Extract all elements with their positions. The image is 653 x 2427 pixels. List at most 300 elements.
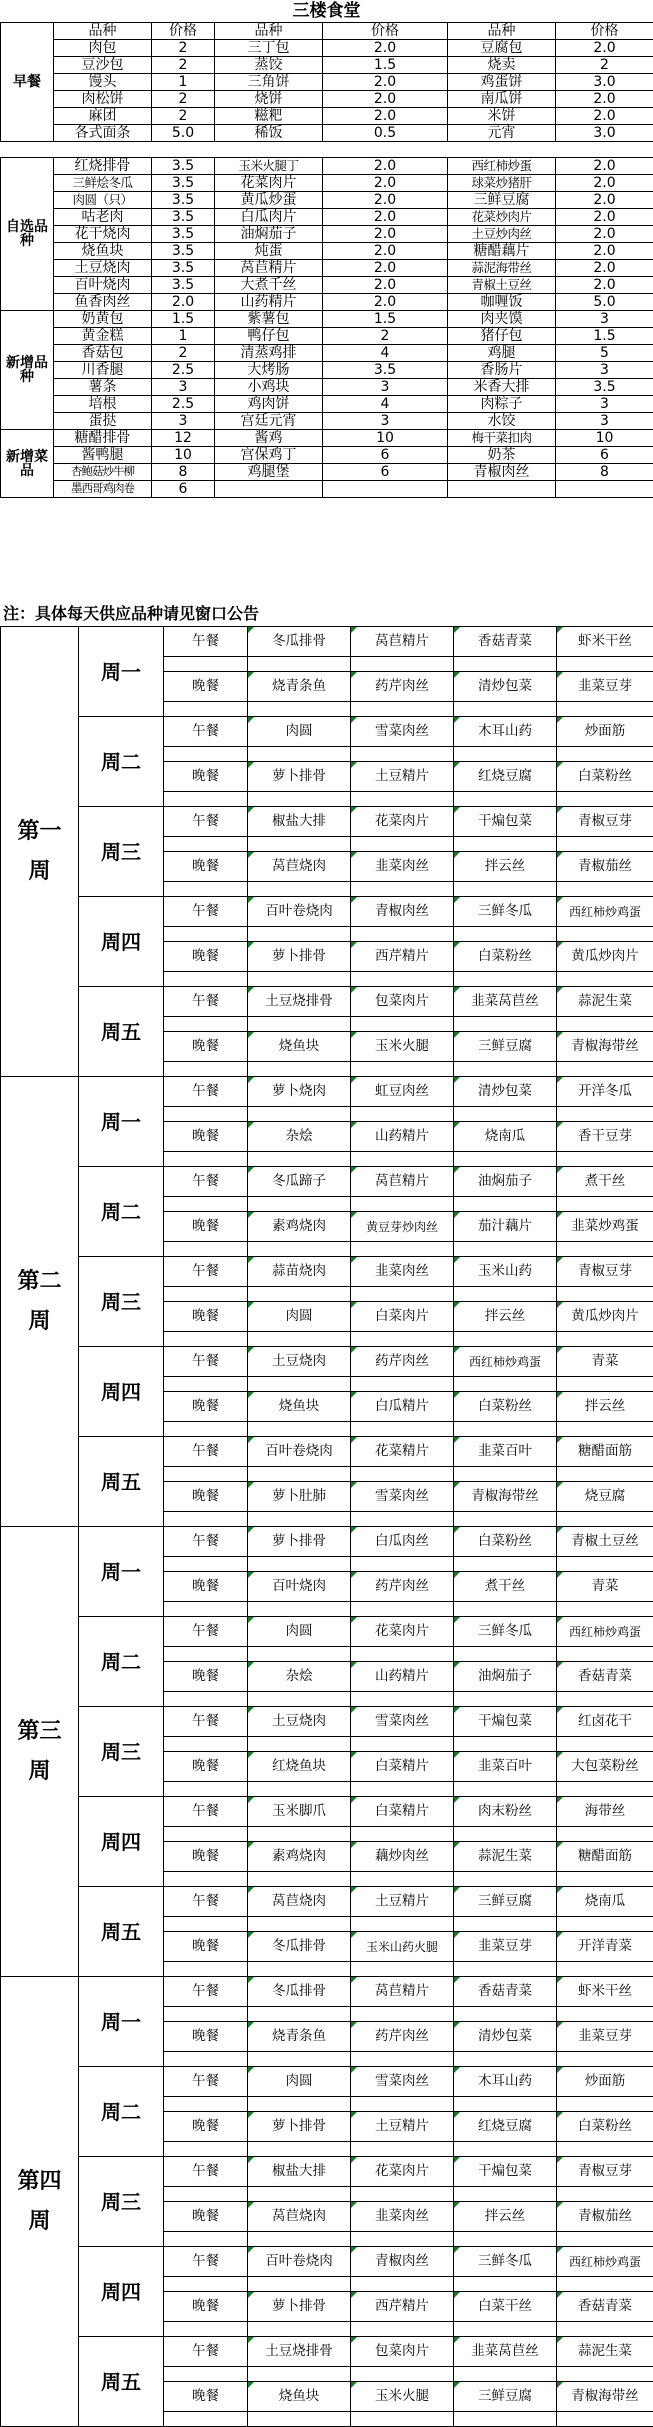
dish-cell [557, 1797, 653, 1827]
item-name-3: 水饺 [448, 413, 556, 430]
comment-marker-icon [248, 1032, 254, 1038]
dish-cell [557, 2022, 653, 2052]
dish-name: 烧鱼块 [279, 2388, 320, 2404]
spacer-cell [351, 1017, 454, 1032]
item-price-2: 2.0 [323, 40, 448, 57]
menu-row [1, 91, 653, 108]
dish-name: 土豆烧排骨 [265, 993, 333, 1009]
dish-name: 莴苣精片 [375, 1173, 429, 1189]
spacer-cell [164, 1872, 248, 1887]
dish-name: 西红柿炒鸡蛋 [569, 905, 641, 919]
price-table-header [1, 23, 653, 40]
dish-cell [557, 1392, 653, 1422]
dish-cell [454, 2022, 557, 2052]
section-label: 早餐 [1, 23, 54, 142]
spacer-cell [454, 1602, 557, 1617]
spacer-cell [248, 1692, 351, 1707]
item-price-1: 2.0 [152, 294, 215, 311]
item-name-2: 三丁包 [215, 40, 323, 57]
dish-name: 百叶卷烧肉 [265, 903, 333, 919]
comment-marker-icon [351, 1167, 357, 1173]
comment-marker-icon [351, 2292, 357, 2298]
comment-marker-icon [454, 672, 460, 678]
lunch-label: 午餐 [164, 717, 248, 747]
comment-marker-icon [557, 717, 563, 723]
dish-name: 烧青条鱼 [272, 2028, 326, 2044]
comment-marker-icon [351, 1842, 357, 1848]
comment-marker-icon [351, 2022, 357, 2028]
item-price-3: 2.0 [556, 175, 653, 192]
item-price-3: 2.0 [556, 243, 653, 260]
comment-marker-icon [557, 852, 563, 858]
item-name-2: 大烤肠 [215, 362, 323, 379]
comment-marker-icon [248, 2337, 254, 2343]
dish-name: 椒盐大排 [272, 813, 326, 829]
spacer-cell [164, 1917, 248, 1932]
comment-marker-icon [454, 1932, 460, 1938]
spacer-cell [164, 1602, 248, 1617]
item-name-2: 宫保鸡丁 [215, 447, 323, 464]
spacer-cell [248, 1152, 351, 1167]
menu-row [1, 158, 653, 175]
dish-name: 素鸡烧肉 [272, 1848, 326, 1864]
comment-marker-icon [454, 1662, 460, 1668]
dish-name: 韭菜肉丝 [375, 858, 429, 874]
item-name-3: 青椒肉丝 [448, 464, 556, 481]
meal-row [1, 1167, 653, 1182]
dish-cell [248, 1662, 351, 1692]
item-name-1: 糖醋排骨 [54, 430, 152, 447]
meal-row [1, 717, 653, 732]
dish-cell [454, 1167, 557, 1197]
spacer-cell [557, 2097, 653, 2112]
spacer-cell [454, 2232, 557, 2247]
comment-marker-icon [454, 2112, 460, 2118]
dish-name: 烧南瓜 [585, 1893, 626, 1909]
spacer-cell [164, 1422, 248, 1437]
comment-marker-icon [454, 1122, 460, 1128]
spacer-cell [164, 2052, 248, 2067]
item-price-3: 10 [556, 430, 653, 447]
meal-row [1, 1077, 653, 1092]
dish-cell [454, 2112, 557, 2142]
item-name-3: 西红柿炒蛋 [448, 158, 556, 175]
dish-name: 山药精片 [375, 1128, 429, 1144]
spacer-cell [351, 2277, 454, 2292]
comment-marker-icon [557, 2292, 563, 2298]
spacer-cell [248, 747, 351, 762]
menu-row [1, 328, 653, 345]
dish-cell [454, 1392, 557, 1422]
item-price-2: 0.5 [323, 125, 448, 142]
lunch-label: 午餐 [164, 1707, 248, 1737]
spacer-cell [351, 1782, 454, 1797]
item-price-3: 2.0 [556, 40, 653, 57]
item-name-2: 炖蛋 [215, 243, 323, 260]
week-label: 第三周 [1, 1527, 79, 1977]
dish-name: 百叶卷烧肉 [265, 1443, 333, 1459]
spacer-cell [164, 1242, 248, 1257]
spacer-cell [351, 1287, 454, 1302]
dish-cell [557, 1842, 653, 1872]
comment-marker-icon [248, 2382, 254, 2388]
comment-marker-icon [557, 2202, 563, 2208]
dish-name: 红烧豆腐 [478, 2118, 532, 2134]
comment-marker-icon [557, 2247, 563, 2253]
comment-marker-icon [351, 1122, 357, 1128]
item-price-3: 3.0 [556, 125, 653, 142]
item-price-3: 2.0 [556, 91, 653, 108]
item-price-1: 3.5 [152, 209, 215, 226]
dish-name: 拌云丝 [485, 2208, 526, 2224]
dish-cell [454, 1752, 557, 1782]
menu-row [1, 447, 653, 464]
spacer-cell [351, 1872, 454, 1887]
dish-cell [248, 897, 351, 927]
week-label: 第一周 [1, 627, 79, 1077]
spacer-cell [454, 2367, 557, 2382]
menu-row [1, 108, 653, 125]
dish-name: 雪菜肉丝 [375, 723, 429, 739]
dish-cell [351, 1797, 454, 1827]
dish-cell [557, 1347, 653, 1377]
dish-cell [454, 1572, 557, 1602]
item-name-2: 糍粑 [215, 108, 323, 125]
spacer-cell [351, 792, 454, 807]
comment-marker-icon [454, 1797, 460, 1803]
item-price-2: 2.0 [323, 74, 448, 91]
dish-cell [557, 2337, 653, 2367]
item-price-3: 2.0 [556, 260, 653, 277]
dish-cell [557, 1752, 653, 1782]
item-name-1: 三鲜烩冬瓜 [54, 175, 152, 192]
dish-cell [248, 672, 351, 702]
comment-marker-icon [454, 1437, 460, 1443]
dish-name: 萝卜排骨 [272, 1533, 326, 1549]
item-price-1: 3.5 [152, 226, 215, 243]
dish-cell [454, 627, 557, 657]
comment-marker-icon [351, 1077, 357, 1083]
lunch-label: 午餐 [164, 1527, 248, 1557]
dish-name: 木耳山药 [478, 2073, 532, 2089]
dish-name: 韭菜豆芽 [578, 2028, 632, 2044]
spacer-cell [351, 1422, 454, 1437]
spacer-cell [164, 1107, 248, 1122]
comment-marker-icon [454, 1752, 460, 1758]
item-name-2: 鸡肉饼 [215, 396, 323, 413]
dinner-label: 晚餐 [164, 2292, 248, 2322]
dish-cell [351, 2067, 454, 2097]
item-price-1: 1 [152, 74, 215, 91]
dish-cell [351, 2202, 454, 2232]
dish-name: 韭菜莴苣丝 [471, 2343, 539, 2359]
spacer-cell [557, 1287, 653, 1302]
dinner-label: 晚餐 [164, 1212, 248, 1242]
dish-cell [454, 942, 557, 972]
item-price-1: 2 [152, 91, 215, 108]
spacer-cell [454, 792, 557, 807]
dish-name: 青菜 [592, 1353, 619, 1369]
item-name-3: 米香大排 [448, 379, 556, 396]
dish-cell [557, 2202, 653, 2232]
item-price-2: 2.0 [323, 175, 448, 192]
dinner-label: 晚餐 [164, 762, 248, 792]
header-name-2: 品种 [215, 23, 323, 40]
dish-name: 干煸包菜 [478, 813, 532, 829]
item-price-1: 2.5 [152, 396, 215, 413]
dish-cell [248, 1527, 351, 1557]
comment-marker-icon [557, 1212, 563, 1218]
comment-marker-icon [557, 1122, 563, 1128]
dish-name: 萝卜烧肉 [272, 1083, 326, 1099]
comment-marker-icon [454, 1707, 460, 1713]
item-name-3: 豆腐包 [448, 40, 556, 57]
comment-marker-icon [557, 1302, 563, 1308]
dish-name: 冬瓜蹄子 [272, 1173, 326, 1189]
meal-row [1, 1437, 653, 1452]
spacer-cell [454, 1107, 557, 1122]
dish-cell [248, 717, 351, 747]
item-price-2: 3 [323, 379, 448, 396]
dish-name: 三鲜豆腐 [478, 1038, 532, 1054]
item-price-1: 3 [152, 379, 215, 396]
spacer-cell [557, 927, 653, 942]
item-name-2: 鸡腿堡 [215, 464, 323, 481]
comment-marker-icon [351, 1977, 357, 1983]
comment-marker-icon [454, 1572, 460, 1578]
day-label: 周三 [79, 1257, 164, 1347]
dish-cell [248, 1797, 351, 1827]
lunch-label: 午餐 [164, 2247, 248, 2277]
dish-cell [557, 1257, 653, 1287]
comment-marker-icon [248, 1662, 254, 1668]
comment-marker-icon [557, 1842, 563, 1848]
day-label: 周三 [79, 807, 164, 897]
spacer-cell [164, 972, 248, 987]
dish-name: 油焖茄子 [478, 1173, 532, 1189]
menu-row [1, 260, 653, 277]
dish-cell [351, 1617, 454, 1647]
dish-name: 韭菜炒鸡蛋 [571, 1218, 639, 1234]
item-name-3: 土豆炒肉丝 [448, 226, 556, 243]
menu-row [1, 396, 653, 413]
item-name-1: 香菇包 [54, 345, 152, 362]
spacer-cell [164, 837, 248, 852]
meal-row [1, 2157, 653, 2172]
dish-cell [351, 2247, 454, 2277]
spacer-cell [351, 2187, 454, 2202]
dish-name: 开洋冬瓜 [578, 1083, 632, 1099]
comment-marker-icon [248, 1392, 254, 1398]
dish-cell [557, 852, 653, 882]
comment-marker-icon [351, 1617, 357, 1623]
dish-name: 西红柿炒鸡蛋 [569, 2255, 641, 2269]
item-name-1: 奶黄包 [54, 311, 152, 328]
dinner-label: 晚餐 [164, 1482, 248, 1512]
spacer-cell [248, 2232, 351, 2247]
comment-marker-icon [351, 2247, 357, 2253]
meal-row [1, 627, 653, 642]
spacer-cell [248, 972, 351, 987]
dish-cell [248, 1437, 351, 1467]
dish-cell [248, 2112, 351, 2142]
spacer-cell [248, 927, 351, 942]
dish-cell [557, 1212, 653, 1242]
section-label: 新增品种 [1, 311, 54, 430]
item-price-1: 3.5 [152, 260, 215, 277]
comment-marker-icon [454, 1527, 460, 1533]
item-name-3: 花菜炒肉片 [448, 209, 556, 226]
comment-marker-icon [351, 2337, 357, 2343]
item-name-3: 青椒土豆丝 [448, 277, 556, 294]
item-price-3: 3.5 [556, 379, 653, 396]
dish-name: 黄瓜炒肉片 [571, 1308, 639, 1324]
dish-cell [454, 1482, 557, 1512]
day-label: 周四 [79, 2247, 164, 2337]
comment-marker-icon [248, 1302, 254, 1308]
item-name-2 [215, 481, 323, 498]
item-name-3: 梅干菜扣肉 [448, 430, 556, 447]
dish-cell [248, 2067, 351, 2097]
dish-cell [557, 1482, 653, 1512]
dish-cell [351, 672, 454, 702]
dish-name: 白瓜肉丝 [375, 1533, 429, 1549]
lunch-label: 午餐 [164, 1167, 248, 1197]
comment-marker-icon [248, 1707, 254, 1713]
dish-cell [248, 2337, 351, 2367]
dinner-label: 晚餐 [164, 1842, 248, 1872]
comment-marker-icon [454, 1617, 460, 1623]
dish-cell [454, 1077, 557, 1107]
spacer-cell [454, 2187, 557, 2202]
dish-name: 茄汁藕片 [478, 1218, 532, 1234]
dish-name: 肉圆 [286, 1623, 313, 1639]
dish-name: 香菇青菜 [578, 2298, 632, 2314]
dish-name: 土豆烧肉 [272, 1713, 326, 1729]
comment-marker-icon [351, 2112, 357, 2118]
item-name-1: 馒头 [54, 74, 152, 91]
spacer-cell [557, 2187, 653, 2202]
spacer-cell [164, 1962, 248, 1977]
spacer-cell [164, 657, 248, 672]
item-name-2: 酱鸡 [215, 430, 323, 447]
item-name-2: 紫薯包 [215, 311, 323, 328]
meal-row [1, 2247, 653, 2262]
item-price-1: 6 [152, 481, 215, 498]
spacer-cell [248, 1062, 351, 1077]
dish-cell [454, 1977, 557, 2007]
spacer-cell [454, 2142, 557, 2157]
item-name-1: 红烧排骨 [54, 158, 152, 175]
dish-cell [351, 1977, 454, 2007]
spacer-cell [557, 1647, 653, 1662]
comment-marker-icon [557, 1527, 563, 1533]
dish-cell [351, 1302, 454, 1332]
comment-marker-icon [248, 1932, 254, 1938]
lunch-label: 午餐 [164, 1437, 248, 1467]
lunch-label: 午餐 [164, 807, 248, 837]
item-price-2: 2.0 [323, 91, 448, 108]
dish-cell [248, 2292, 351, 2322]
dish-cell [351, 2112, 454, 2142]
lunch-label: 午餐 [164, 627, 248, 657]
dish-name: 香菇青菜 [578, 1668, 632, 1684]
dish-name: 药芹肉丝 [375, 1353, 429, 1369]
comment-marker-icon [454, 807, 460, 813]
comment-marker-icon [351, 897, 357, 903]
item-price-2: 2.0 [323, 192, 448, 209]
item-price-3: 3 [556, 311, 653, 328]
day-label: 周五 [79, 1887, 164, 1977]
dish-cell [248, 852, 351, 882]
spacer-cell [164, 2187, 248, 2202]
dish-cell [557, 1437, 653, 1467]
comment-marker-icon [248, 1752, 254, 1758]
item-name-1: 薯条 [54, 379, 152, 396]
dish-name: 大包菜粉丝 [571, 1758, 639, 1774]
dish-name: 药芹肉丝 [375, 2028, 429, 2044]
comment-marker-icon [454, 2337, 460, 2343]
comment-marker-icon [557, 1797, 563, 1803]
dish-name: 青椒肉丝 [375, 2253, 429, 2269]
item-name-3: 三鲜豆腐 [448, 192, 556, 209]
item-name-3: 烧卖 [448, 57, 556, 74]
comment-marker-icon [557, 762, 563, 768]
spacer-cell [164, 1017, 248, 1032]
comment-marker-icon [557, 897, 563, 903]
item-price-1: 2 [152, 108, 215, 125]
comment-marker-icon [248, 1257, 254, 1263]
dish-cell [557, 1707, 653, 1737]
comment-marker-icon [351, 1257, 357, 1263]
lunch-label: 午餐 [164, 1797, 248, 1827]
lunch-label: 午餐 [164, 897, 248, 927]
comment-marker-icon [557, 1572, 563, 1578]
meal-row [1, 1797, 653, 1812]
comment-marker-icon [454, 852, 460, 858]
dish-cell [248, 2022, 351, 2052]
item-name-1: 川香腿 [54, 362, 152, 379]
spacer-cell [351, 837, 454, 852]
spacer-cell [351, 1962, 454, 1977]
comment-marker-icon [454, 2067, 460, 2073]
item-price-2: 1.5 [323, 57, 448, 74]
dish-cell [351, 852, 454, 882]
dish-cell [248, 807, 351, 837]
dish-name: 山药精片 [375, 1668, 429, 1684]
day-label: 周四 [79, 1797, 164, 1887]
item-name-2: 宫廷元宵 [215, 413, 323, 430]
page-title: 三楼食堂 [0, 0, 653, 22]
lunch-label: 午餐 [164, 1347, 248, 1377]
dish-cell [454, 2067, 557, 2097]
item-name-1: 烧鱼块 [54, 243, 152, 260]
item-name-1: 土豆烧肉 [54, 260, 152, 277]
dish-name: 虾米干丝 [578, 1983, 632, 1999]
day-label: 周五 [79, 987, 164, 1077]
comment-marker-icon [557, 2112, 563, 2118]
spacer-cell [557, 657, 653, 672]
week-label: 第四周 [1, 1977, 79, 2427]
spacer-cell [557, 2367, 653, 2382]
dish-name: 青椒肉丝 [375, 903, 429, 919]
dish-cell [557, 1617, 653, 1647]
notice-text: 注：具体每天供应品种请见窗口公告 [0, 603, 653, 625]
comment-marker-icon [454, 2247, 460, 2253]
spacer-cell [248, 2367, 351, 2382]
item-price-2: 4 [323, 396, 448, 413]
item-name-1: 百叶烧肉 [54, 277, 152, 294]
